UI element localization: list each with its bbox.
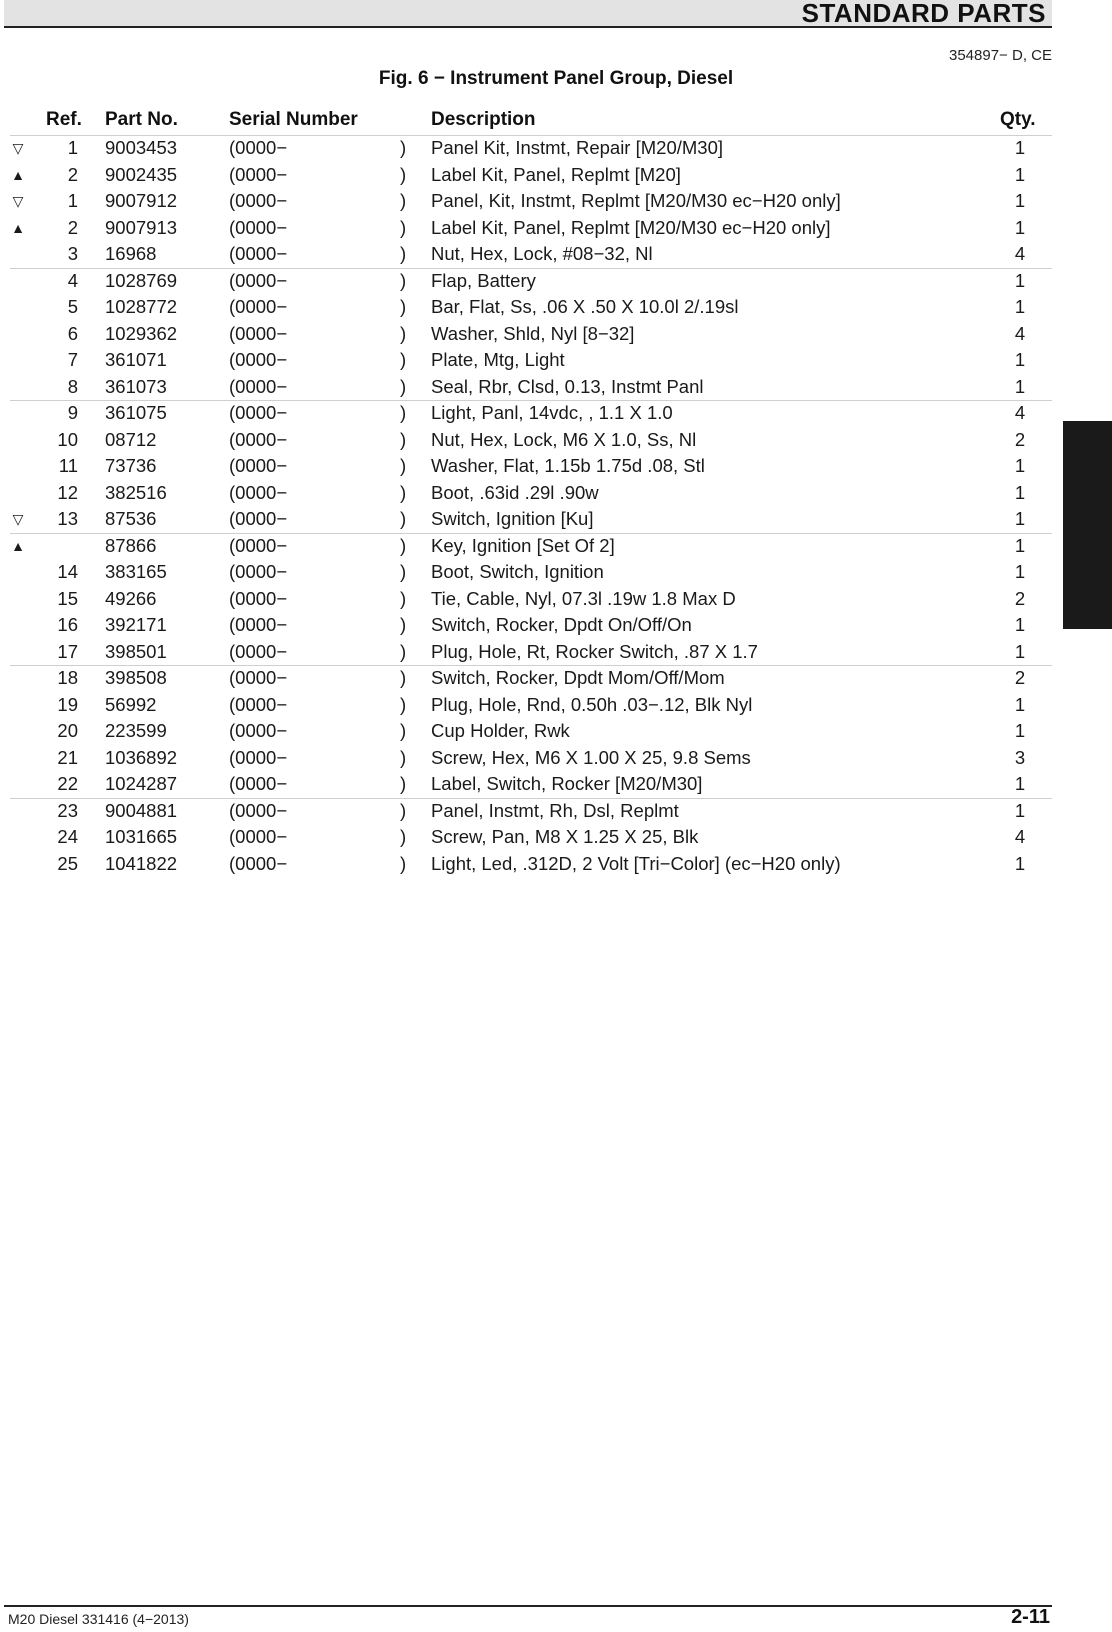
qty-cell: 1 bbox=[1014, 534, 1026, 556]
serial-close-cell: ) bbox=[400, 693, 407, 715]
description-cell: Flap, Battery bbox=[431, 269, 536, 291]
ref-cell: 12 bbox=[57, 481, 78, 503]
table-row bbox=[0, 268, 1112, 295]
description-cell: Boot, .63id .29l .90w bbox=[431, 481, 599, 503]
qty-cell: 1 bbox=[1014, 481, 1026, 503]
ref-cell: 2 bbox=[67, 163, 78, 185]
serial-number-cell: (0000− bbox=[229, 640, 288, 662]
qty-cell: 1 bbox=[1014, 269, 1026, 291]
serial-number-cell: (0000− bbox=[229, 402, 288, 423]
table-row bbox=[0, 188, 1112, 215]
qty-cell: 2 bbox=[1014, 587, 1026, 609]
qty-cell: 1 bbox=[1014, 614, 1026, 635]
ref-cell: 2 bbox=[67, 216, 78, 238]
part-number-cell: 49266 bbox=[105, 587, 157, 609]
column-header-ref: Ref. bbox=[46, 109, 82, 130]
description-cell: Tie, Cable, Nyl, 07.3l .19w 1.8 Max D bbox=[431, 587, 736, 609]
part-number-cell: 1041822 bbox=[105, 852, 178, 874]
serial-number-cell: (0000− bbox=[229, 296, 288, 317]
description-cell: Bar, Flat, Ss, .06 X .50 X 10.0l 2/.19sl bbox=[431, 296, 739, 317]
section-tab bbox=[1063, 421, 1112, 629]
ref-cell: 6 bbox=[67, 322, 78, 344]
description-cell: Panel, Kit, Instmt, Replmt [M20/M30 ec−H20 only] bbox=[431, 190, 841, 211]
ref-cell: 19 bbox=[57, 693, 78, 715]
part-number-cell: 87536 bbox=[105, 508, 157, 529]
ref-cell: 3 bbox=[67, 243, 78, 264]
qty-cell: 1 bbox=[1014, 799, 1026, 821]
serial-close-cell: ) bbox=[400, 216, 407, 238]
table-row bbox=[0, 480, 1112, 507]
serial-number-cell: (0000− bbox=[229, 667, 288, 688]
row-marker-icon: ▲ bbox=[11, 166, 25, 183]
part-number-cell: 1029362 bbox=[105, 322, 178, 344]
column-headers bbox=[0, 109, 1112, 135]
column-header-description: Description bbox=[431, 109, 536, 130]
serial-close-cell: ) bbox=[400, 826, 407, 847]
qty-cell: 1 bbox=[1014, 561, 1026, 582]
serial-close-cell: ) bbox=[400, 508, 407, 529]
serial-number-cell: (0000− bbox=[229, 137, 288, 158]
page-number: 2-11 bbox=[1011, 1606, 1050, 1628]
description-cell: Nut, Hex, Lock, M6 X 1.0, Ss, Nl bbox=[431, 428, 697, 450]
description-cell: Switch, Ignition [Ku] bbox=[431, 508, 594, 529]
qty-cell: 1 bbox=[1014, 137, 1026, 158]
table-row bbox=[0, 135, 1112, 162]
part-number-cell: 398508 bbox=[105, 667, 167, 688]
serial-close-cell: ) bbox=[400, 375, 407, 397]
table-row bbox=[0, 506, 1112, 533]
row-marker-icon: ▲ bbox=[11, 219, 25, 236]
description-cell: Panel Kit, Instmt, Repair [M20/M30] bbox=[431, 137, 724, 158]
serial-close-cell: ) bbox=[400, 773, 407, 794]
table-row bbox=[0, 347, 1112, 374]
serial-close-cell: ) bbox=[400, 720, 407, 741]
ref-cell: 24 bbox=[57, 826, 78, 847]
description-cell: Switch, Rocker, Dpdt On/Off/On bbox=[431, 614, 692, 635]
serial-close-cell: ) bbox=[400, 799, 407, 821]
description-cell: Light, Panl, 14vdc, , 1.1 X 1.0 bbox=[431, 402, 673, 423]
description-cell: Panel, Instmt, Rh, Dsl, Replmt bbox=[431, 799, 679, 821]
ref-cell: 20 bbox=[57, 720, 78, 741]
serial-number-cell: (0000− bbox=[229, 190, 288, 211]
column-header-serial-number: Serial Number bbox=[229, 109, 358, 130]
qty-cell: 1 bbox=[1014, 773, 1026, 794]
table-row bbox=[0, 771, 1112, 798]
serial-number-cell: (0000− bbox=[229, 693, 288, 715]
part-number-cell: 392171 bbox=[105, 614, 167, 635]
qty-cell: 1 bbox=[1014, 640, 1026, 662]
table-row bbox=[0, 162, 1112, 189]
serial-close-cell: ) bbox=[400, 852, 407, 874]
part-number-cell: 87866 bbox=[105, 534, 157, 556]
description-cell: Light, Led, .312D, 2 Volt [Tri−Color] (ec−H20 only) bbox=[431, 852, 841, 874]
table-row bbox=[0, 718, 1112, 745]
part-number-cell: 9007912 bbox=[105, 190, 178, 211]
serial-number-cell: (0000− bbox=[229, 455, 288, 476]
table-row bbox=[0, 692, 1112, 719]
serial-number-cell: (0000− bbox=[229, 534, 288, 556]
description-cell: Cup Holder, Rwk bbox=[431, 720, 570, 741]
ref-cell: 13 bbox=[57, 508, 78, 529]
description-cell: Plate, Mtg, Light bbox=[431, 349, 565, 370]
part-number-cell: 9002435 bbox=[105, 163, 178, 185]
serial-close-cell: ) bbox=[400, 137, 407, 158]
serial-close-cell: ) bbox=[400, 746, 407, 768]
serial-close-cell: ) bbox=[400, 667, 407, 688]
footer-document-id: M20 Diesel 331416 (4−2013) bbox=[8, 1611, 189, 1627]
serial-number-cell: (0000− bbox=[229, 349, 288, 370]
part-number-cell: 382516 bbox=[105, 481, 167, 503]
qty-cell: 2 bbox=[1014, 667, 1026, 688]
ref-cell: 14 bbox=[57, 561, 78, 582]
serial-number-cell: (0000− bbox=[229, 481, 288, 503]
serial-close-cell: ) bbox=[400, 481, 407, 503]
qty-cell: 1 bbox=[1014, 190, 1026, 211]
ref-cell: 18 bbox=[57, 667, 78, 688]
description-cell: Switch, Rocker, Dpdt Mom/Off/Mom bbox=[431, 667, 725, 688]
serial-number-cell: (0000− bbox=[229, 375, 288, 397]
column-header-qty: Qty. bbox=[1000, 109, 1036, 130]
row-marker-icon: ▲ bbox=[11, 537, 25, 554]
serial-number-cell: (0000− bbox=[229, 243, 288, 264]
description-cell: Seal, Rbr, Clsd, 0.13, Instmt Panl bbox=[431, 375, 704, 397]
part-number-cell: 9007913 bbox=[105, 216, 178, 238]
description-cell: Label Kit, Panel, Replmt [M20/M30 ec−H20 only] bbox=[431, 216, 831, 238]
serial-number-cell: (0000− bbox=[229, 852, 288, 874]
description-cell: Screw, Pan, M8 X 1.25 X 25, Blk bbox=[431, 826, 699, 847]
table-row bbox=[0, 745, 1112, 772]
ref-cell: 1 bbox=[67, 190, 78, 211]
figure-title: Fig. 6 − Instrument Panel Group, Diesel bbox=[378, 68, 734, 89]
serial-number-cell: (0000− bbox=[229, 322, 288, 344]
serial-close-cell: ) bbox=[400, 322, 407, 344]
table-row bbox=[0, 639, 1112, 666]
ref-cell: 22 bbox=[57, 773, 78, 794]
qty-cell: 4 bbox=[1014, 402, 1026, 423]
description-cell: Boot, Switch, Ignition bbox=[431, 561, 604, 582]
parts-table bbox=[0, 135, 1112, 877]
description-cell: Washer, Flat, 1.15b 1.75d .08, Stl bbox=[431, 455, 705, 476]
qty-cell: 1 bbox=[1014, 216, 1026, 238]
footer-divider bbox=[4, 1605, 1052, 1607]
qty-cell: 1 bbox=[1014, 508, 1026, 529]
table-row bbox=[0, 400, 1112, 427]
description-cell: Screw, Hex, M6 X 1.00 X 25, 9.8 Sems bbox=[431, 746, 751, 768]
part-number-cell: 08712 bbox=[105, 428, 157, 450]
table-row bbox=[0, 851, 1112, 878]
serial-close-cell: ) bbox=[400, 163, 407, 185]
description-cell: Nut, Hex, Lock, #08−32, Nl bbox=[431, 243, 653, 264]
table-row bbox=[0, 586, 1112, 613]
ref-cell: 10 bbox=[57, 428, 78, 450]
serial-number-cell: (0000− bbox=[229, 163, 288, 185]
part-number-cell: 361073 bbox=[105, 375, 167, 397]
table-row bbox=[0, 241, 1112, 268]
ref-cell: 11 bbox=[58, 455, 78, 476]
qty-cell: 4 bbox=[1014, 322, 1026, 344]
serial-number-cell: (0000− bbox=[229, 826, 288, 847]
table-row bbox=[0, 427, 1112, 454]
document-code: 354897− D, CE bbox=[949, 47, 1052, 64]
row-marker-icon: ▽ bbox=[12, 140, 24, 156]
table-row bbox=[0, 374, 1112, 401]
ref-cell: 8 bbox=[67, 375, 78, 397]
part-number-cell: 9004881 bbox=[105, 799, 178, 821]
part-number-cell: 16968 bbox=[105, 243, 157, 264]
header-bar bbox=[4, 0, 1052, 28]
page-title: STANDARD PARTS bbox=[801, 0, 1046, 28]
part-number-cell: 1024287 bbox=[105, 773, 178, 794]
part-number-cell: 361075 bbox=[105, 402, 167, 423]
serial-close-cell: ) bbox=[400, 614, 407, 635]
serial-number-cell: (0000− bbox=[229, 216, 288, 238]
description-cell: Plug, Hole, Rt, Rocker Switch, .87 X 1.7 bbox=[431, 640, 758, 662]
qty-cell: 4 bbox=[1014, 243, 1026, 264]
part-number-cell: 223599 bbox=[105, 720, 167, 741]
qty-cell: 1 bbox=[1014, 163, 1026, 185]
qty-cell: 1 bbox=[1014, 720, 1026, 741]
serial-close-cell: ) bbox=[400, 587, 407, 609]
serial-number-cell: (0000− bbox=[229, 773, 288, 794]
column-header-part-no: Part No. bbox=[105, 109, 178, 130]
serial-close-cell: ) bbox=[400, 349, 407, 370]
ref-cell: 1 bbox=[67, 137, 78, 158]
serial-close-cell: ) bbox=[400, 640, 407, 662]
qty-cell: 1 bbox=[1014, 455, 1026, 476]
table-row bbox=[0, 798, 1112, 825]
serial-close-cell: ) bbox=[400, 243, 407, 264]
serial-close-cell: ) bbox=[400, 561, 407, 582]
ref-cell: 16 bbox=[57, 614, 78, 635]
ref-cell: 25 bbox=[57, 852, 78, 874]
qty-cell: 3 bbox=[1014, 746, 1026, 768]
ref-cell: 5 bbox=[67, 296, 78, 317]
serial-number-cell: (0000− bbox=[229, 746, 288, 768]
table-row bbox=[0, 665, 1112, 692]
table-row bbox=[0, 824, 1112, 851]
table-row bbox=[0, 453, 1112, 480]
part-number-cell: 1036892 bbox=[105, 746, 178, 768]
description-cell: Washer, Shld, Nyl [8−32] bbox=[431, 322, 635, 344]
part-number-cell: 398501 bbox=[105, 640, 167, 662]
description-cell: Key, Ignition [Set Of 2] bbox=[431, 534, 615, 556]
description-cell: Label, Switch, Rocker [M20/M30] bbox=[431, 773, 703, 794]
serial-close-cell: ) bbox=[400, 296, 407, 317]
serial-number-cell: (0000− bbox=[229, 587, 288, 609]
serial-number-cell: (0000− bbox=[229, 561, 288, 582]
ref-cell: 21 bbox=[57, 746, 78, 768]
part-number-cell: 9003453 bbox=[105, 137, 178, 158]
serial-number-cell: (0000− bbox=[229, 428, 288, 450]
ref-cell: 9 bbox=[67, 402, 78, 423]
table-row bbox=[0, 612, 1112, 639]
table-row bbox=[0, 559, 1112, 586]
table-row bbox=[0, 294, 1112, 321]
qty-cell: 1 bbox=[1014, 375, 1026, 397]
qty-cell: 1 bbox=[1014, 349, 1026, 370]
part-number-cell: 56992 bbox=[105, 693, 157, 715]
ref-cell: 7 bbox=[67, 349, 78, 370]
part-number-cell: 361071 bbox=[105, 349, 167, 370]
qty-cell: 2 bbox=[1014, 428, 1026, 450]
serial-close-cell: ) bbox=[400, 455, 407, 476]
ref-cell: 23 bbox=[57, 799, 78, 821]
row-marker-icon: ▽ bbox=[12, 193, 24, 209]
qty-cell: 1 bbox=[1014, 852, 1026, 874]
qty-cell: 1 bbox=[1014, 296, 1026, 317]
serial-number-cell: (0000− bbox=[229, 720, 288, 741]
serial-close-cell: ) bbox=[400, 190, 407, 211]
ref-cell: 15 bbox=[57, 587, 78, 609]
serial-number-cell: (0000− bbox=[229, 799, 288, 821]
description-cell: Label Kit, Panel, Replmt [M20] bbox=[431, 163, 681, 185]
serial-close-cell: ) bbox=[400, 534, 407, 556]
ref-cell: 17 bbox=[57, 640, 78, 662]
part-number-cell: 1028769 bbox=[105, 269, 178, 291]
description-cell: Plug, Hole, Rnd, 0.50h .03−.12, Blk Nyl bbox=[431, 693, 753, 715]
serial-close-cell: ) bbox=[400, 402, 407, 423]
serial-close-cell: ) bbox=[400, 269, 407, 291]
table-row bbox=[0, 321, 1112, 348]
table-row bbox=[0, 215, 1112, 242]
qty-cell: 4 bbox=[1014, 826, 1026, 847]
serial-number-cell: (0000− bbox=[229, 269, 288, 291]
serial-number-cell: (0000− bbox=[229, 614, 288, 635]
part-number-cell: 73736 bbox=[105, 455, 157, 476]
ref-cell: 4 bbox=[67, 269, 78, 291]
part-number-cell: 1028772 bbox=[105, 296, 178, 317]
part-number-cell: 383165 bbox=[105, 561, 167, 582]
row-marker-icon: ▽ bbox=[12, 511, 24, 527]
part-number-cell: 1031665 bbox=[105, 826, 178, 847]
serial-close-cell: ) bbox=[400, 428, 407, 450]
serial-number-cell: (0000− bbox=[229, 508, 288, 529]
table-row bbox=[0, 533, 1112, 560]
qty-cell: 1 bbox=[1014, 693, 1026, 715]
